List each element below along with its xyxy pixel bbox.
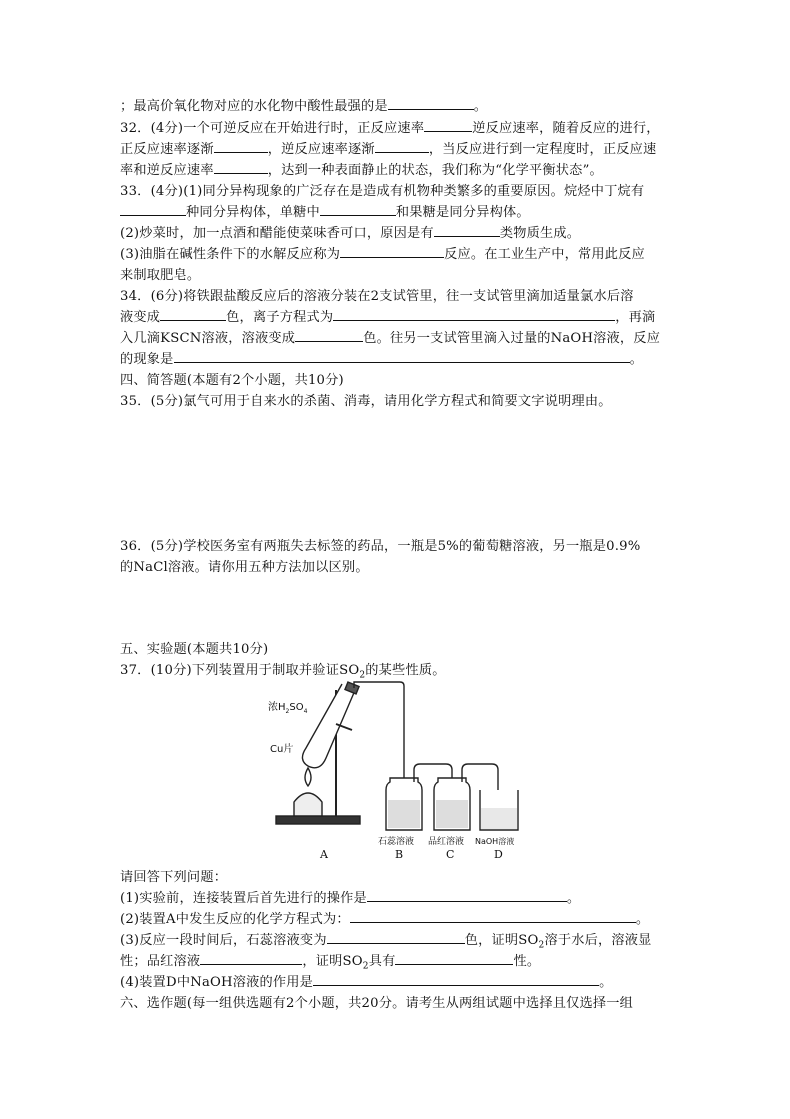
answer-blank[interactable] xyxy=(340,245,444,258)
bottle-c-liquid xyxy=(436,800,468,828)
q37-part3-line2: 性；品红溶液 ，证明$SO_2$具有 性。 xyxy=(120,954,541,972)
answer-blank[interactable] xyxy=(388,97,474,110)
test-tube xyxy=(302,684,356,768)
q33-line4: (3)油脂在碱性条件下的水解反应称为 反应。在工业生产中，常用此反应 xyxy=(120,247,645,262)
answer-blank[interactable] xyxy=(200,952,302,965)
answer-blank[interactable] xyxy=(174,350,630,363)
section-4-heading: 四、简答题(本题有2个小题，共10分) xyxy=(120,373,344,388)
q37-part4: (4)装置D中NaOH溶液的作用是 。 xyxy=(120,975,613,990)
reagent-label-d: NaOH溶液 xyxy=(475,837,515,846)
answer-blank[interactable] xyxy=(295,329,363,342)
answer-blank[interactable] xyxy=(367,889,567,902)
letter-b: B xyxy=(395,848,404,860)
answer-blank[interactable] xyxy=(214,140,268,153)
q32-line1: 32．(4分)一个可逆反应在开始进行时，正反应速率 逆反应速率，随着反应的进行， xyxy=(120,121,660,136)
q31-tail: ；最高价氧化物对应的水化物中酸性最强的是 。 xyxy=(120,99,488,114)
stand-base xyxy=(276,816,360,824)
q33-line1: 33．(4分)(1)同分异构现象的广泛存在是造成有机物种类繁多的重要原因。烷烃中丁烷有 xyxy=(120,184,645,199)
letter-d: D xyxy=(494,848,503,860)
reagent-label-b: 石蕊溶液 xyxy=(378,837,415,847)
bottle-b-liquid xyxy=(388,800,420,828)
answer-blank[interactable] xyxy=(424,119,472,132)
answer-blank[interactable] xyxy=(350,910,636,923)
q33-line2: 种同分异构体，单糖中 和果糖是同分异构体。 xyxy=(120,203,530,223)
q33-line3: (2)炒菜时，加一点酒和醋能使菜味香可口，原因是有 类物质生成。 xyxy=(120,226,581,241)
answer-blank[interactable] xyxy=(214,161,268,174)
q33-line5: 来制取肥皂。 xyxy=(120,268,201,283)
answer-blank[interactable] xyxy=(313,973,599,986)
cu-label: Cu片 xyxy=(270,744,294,755)
apparatus-diagram xyxy=(268,680,528,860)
q34-line3: 入几滴KSCN溶液，溶液变成 色。往另一支试管里滴入过量的NaOH溶液，反应 xyxy=(120,331,661,346)
answer-blank[interactable] xyxy=(333,308,615,321)
alcohol-lamp xyxy=(294,793,322,816)
q32-line3: 率和逆反应速率 ，达到一种表面静止的状态，我们称为“化学平衡状态”。 xyxy=(120,163,603,178)
acid-label: 浓$H_2SO_4$ xyxy=(268,702,308,715)
q37-part3-line1: (3)反应一段时间后，石蕊溶液变为 色，证明$SO_2$溶于水后，溶液显 xyxy=(120,933,652,951)
q32-line2: 正反应速率逐渐 ，逆反应速率逐渐 ，当反应进行到一定程度时，正反应速 xyxy=(120,142,657,157)
q36-line1: 36．(5分)学校医务室有两瓶失去标签的药品，一瓶是5%的葡萄糖溶液，另一瓶是0.9% xyxy=(120,539,641,554)
section-5-heading: 五、实验题(本题共10分) xyxy=(120,642,269,657)
q36-line2: 的NaCl溶液。请你用五种方法加以区别。 xyxy=(120,560,369,575)
beaker-d-liquid xyxy=(481,808,517,829)
section-6-heading: 六、选作题(每一组供选题有2个小题，共20分。请考生从两组试题中选择且仅选择一组 xyxy=(120,996,634,1011)
q37-part2: (2)装置A中发生反应的化学方程式为： 。 xyxy=(120,912,650,927)
q37-part1: (1)实验前，连接装置后首先进行的操作是 。 xyxy=(120,891,581,906)
q37: 37．(10分)下列装置用于制取并验证$SO_2$的某些性质。 xyxy=(120,663,446,681)
delivery-tube-ab xyxy=(354,682,404,790)
answer-blank[interactable] xyxy=(327,931,465,944)
questions-intro: 请回答下列问题： xyxy=(120,870,228,885)
q34-line4: 的现象是 。 xyxy=(120,352,643,367)
q34-line1: 34．(6分)将铁跟盐酸反应后的溶液分装在2支试管里，往一支试管里滴加适量氯水后溶 xyxy=(120,289,634,304)
lamp-flame xyxy=(305,768,311,786)
letter-c: C xyxy=(446,848,455,860)
answer-blank[interactable] xyxy=(160,308,226,321)
q35: 35．(5分)氯气可用于自来水的杀菌、消毒，请用化学方程式和简要文字说明理由。 xyxy=(120,394,612,409)
answer-blank[interactable] xyxy=(375,140,429,153)
answer-blank[interactable] xyxy=(434,224,500,237)
answer-blank[interactable] xyxy=(320,203,396,216)
q34-line2: 液变成 色，离子方程式为 ，再滴 xyxy=(120,310,656,325)
reagent-label-c: 品红溶液 xyxy=(428,837,465,847)
answer-blank[interactable] xyxy=(395,952,513,965)
answer-blank[interactable] xyxy=(120,203,186,216)
letter-a: A xyxy=(320,848,328,860)
